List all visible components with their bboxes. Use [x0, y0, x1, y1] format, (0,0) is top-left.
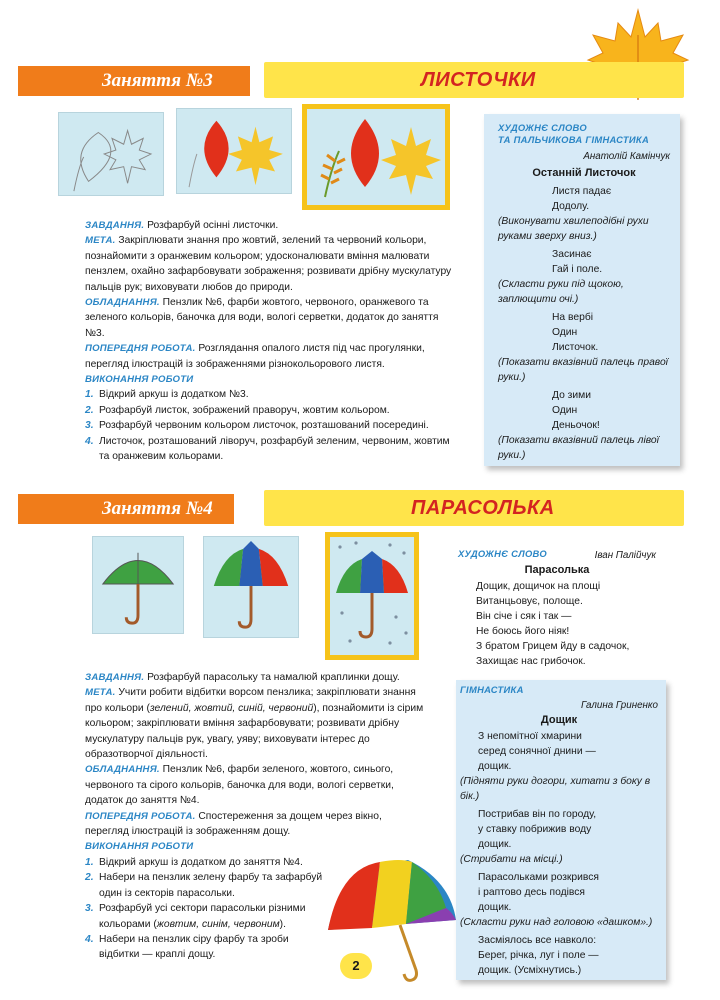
step-number: 2 . — [85, 870, 94, 885]
lesson4-prep-label: ПОПЕРЕДНЯ РОБОТА. — [85, 810, 196, 822]
lesson3-banner — [18, 66, 250, 96]
step-text: Набери на пензлик сіру фарбу та зроби відбитки — краплі дощу. — [99, 933, 289, 961]
poem-line: Пострибав він по городу, — [478, 809, 597, 820]
lesson4-poem-2-author: Галина Гриненко — [581, 700, 658, 711]
lesson3-goal-label: МЕТА. — [85, 235, 116, 247]
step-text: Листочок, розташований ліворуч, розфарбуй зеленим, червоним, жовтим та оранжевим кольорами. — [99, 435, 450, 463]
step-text: ). — [279, 918, 286, 930]
poem-line: Дощик, дощичок на площі — [476, 581, 601, 592]
lesson4-poem-1-lines — [458, 579, 656, 669]
lesson3-equipment-text: Пензлик №6, фарби жовтого, червоного, оранжевого та зеленого кольорів, баночка для води, вологі серветки, додаток до заняття №3. — [85, 297, 439, 339]
lesson3-title: ЛИСТОЧКИ — [421, 69, 536, 91]
lesson4-poem-2-box — [456, 680, 666, 980]
poem-line: і раптово десь подівся — [478, 887, 586, 898]
step-text: Розфарбуй листок, зображений праворуч, жовтим кольором. — [99, 404, 390, 416]
lesson4-goal-colors: зелений, жовтий, синій, червоний — [149, 702, 314, 714]
lesson3-task-text: Розфарбуй осінні листочки. — [147, 220, 279, 231]
step-text-italic: жовтим, синім, червоним — [156, 918, 280, 930]
list-item — [85, 387, 453, 402]
poem-line: Один — [552, 405, 578, 416]
lesson3-steps-list — [85, 387, 453, 464]
poem-line: у ставку побрижив воду — [478, 824, 592, 835]
lesson4-task-label: ЗАВДАННЯ. — [85, 672, 145, 683]
lesson3-prep-label: ПОПЕРЕДНЯ РОБОТА. — [85, 343, 196, 355]
page-number: 2 — [340, 953, 372, 979]
lesson3-goal-text: Закріплювати знання про жовтий, зелений та червоний кольори, познайомити з оранжевим кольором; удосконалювати вміння малювати пензлем, охайно зафарбовувати зображення; розвивати дрібну мускулатуру пальців рук; виховувати любов до природи. — [85, 235, 452, 293]
leaves-thumbnail-finished — [302, 104, 450, 210]
poem-line: Він січе і сяк і так — — [476, 611, 572, 622]
poem-line: Не боюсь його ніяк! — [476, 626, 570, 637]
umbrella-thumbnail-finished — [325, 532, 419, 660]
lesson4-banner — [18, 494, 234, 524]
step-text: Набери на пензлик зелену фарбу та зафарбуй один із секторів парасольки. — [99, 872, 323, 899]
list-item — [85, 870, 325, 901]
lesson3-title-bar — [264, 62, 684, 98]
step-number: 4 . — [85, 434, 94, 449]
poem-line: Парасольками розкрився — [478, 872, 599, 883]
list-item — [85, 932, 325, 963]
step-text: Відкрий аркуш із додатком №3. — [99, 389, 249, 401]
lesson4-poem-1-author: Іван Палійчук — [594, 550, 656, 561]
lesson3-poem-label-1: ХУДОЖНЄ СЛОВО — [498, 122, 587, 133]
lesson4-steps-label: ВИКОНАННЯ РОБОТИ — [85, 841, 194, 853]
poem-line: З братом Грицем йду в садочок, — [476, 641, 630, 652]
leaves-thumbnail-outline — [58, 112, 164, 196]
lesson3-banner-label: Заняття №3 — [102, 70, 213, 91]
step-number: 1 . — [85, 855, 94, 870]
poem-instruction: (Стрибати на місці.) — [460, 854, 563, 865]
lesson4-title: ПАРАСОЛЬКА — [411, 497, 555, 519]
step-text: Розфарбуй усі сектори парасольки різними кольорами ( — [99, 903, 306, 930]
poem-line: Листочок. — [552, 342, 599, 353]
poem-line: Один — [552, 327, 578, 338]
lesson4-goal-label: МЕТА. — [85, 687, 116, 699]
poem-instruction: (Підняти руки догори, хитати з боку в бік.) — [460, 776, 651, 802]
lesson3-task-label: ЗАВДАННЯ. — [85, 220, 145, 231]
list-item — [85, 434, 453, 465]
lesson3-poem-box — [484, 114, 680, 466]
step-number: 3 . — [85, 901, 94, 916]
lesson3-poem-lines — [498, 184, 670, 463]
umbrella-thumbnail-outline — [92, 536, 184, 634]
poem-instruction: (Показати вказівний палець правої руки.) — [498, 357, 668, 383]
leaves-thumbnail-partial — [176, 108, 292, 194]
poem-line: Засміялось все навколо: — [478, 935, 597, 946]
lesson4-poem-1 — [458, 548, 656, 669]
poem-line: дощик. — [478, 761, 512, 772]
lesson4-title-bar — [264, 490, 684, 526]
lesson4-poem-1-title: Парасолька — [524, 564, 590, 576]
poem-line: До зими — [552, 390, 591, 401]
poem-line: З непомітної хмарини — [478, 731, 582, 742]
list-item — [85, 901, 325, 932]
step-number: 1 . — [85, 387, 94, 402]
step-number: 4 . — [85, 932, 94, 947]
poem-line: Деньочок! — [552, 420, 600, 431]
poem-instruction: (Скласти руки над головою «дашком».) — [460, 917, 653, 928]
lesson4-poem-1-label: ХУДОЖНЄ СЛОВО — [458, 548, 547, 559]
umbrella-thumbnail-partial — [203, 536, 299, 638]
poem-line: Гай і поле. — [552, 264, 603, 275]
lesson4-task-text: Розфарбуй парасольку та намалюй краплинки дощу. — [147, 672, 400, 683]
poem-line: дощик. — [478, 839, 512, 850]
poem-line: дощик. (Усміхнутись.) — [478, 965, 582, 976]
poem-instruction: (Виконувати хвилеподібні рухи руками зверху вниз.) — [498, 216, 649, 242]
poem-line: На вербі — [552, 312, 594, 323]
lesson3-steps-label: ВИКОНАННЯ РОБОТИ — [85, 374, 194, 386]
lesson4-poem-2-title: Дощик — [540, 714, 578, 726]
step-number: 3 . — [85, 418, 94, 433]
poem-line: серед сонячної днини — — [478, 746, 596, 757]
lesson4-equipment-text: Пензлик №6, фарби зеленого, жовтого, синього, червоного та сірого кольорів, баночка для води, вологі серветки, додаток до заняття №4. — [85, 764, 394, 807]
lesson3-poem-author: Анатолій Камінчук — [583, 151, 670, 162]
poem-line: Захищає нас грибочок. — [476, 656, 586, 667]
lesson3-body — [85, 218, 453, 465]
lesson4-banner-label: Заняття №4 — [102, 498, 213, 519]
step-number: 2 . — [85, 403, 94, 418]
lesson3-poem-label-2: ТА ПАЛЬЧИКОВА ГІМНАСТИКА — [498, 134, 650, 145]
poem-line: Листя падає — [552, 186, 612, 197]
list-item — [85, 403, 453, 418]
poem-instruction: (Скласти руки під щокою, заплющити очі.) — [498, 279, 624, 305]
poem-line: Витанцьовує, полоще. — [476, 596, 583, 607]
lesson3-poem-title: Останній Листочок — [532, 167, 636, 179]
poem-line: Берег, річка, луг і поле — — [478, 950, 599, 961]
lesson4-equipment-label: ОБЛАДНАННЯ. — [85, 764, 160, 776]
lesson4-prep-text: Спостереження за дощем через вікно, перегляд ілюстрацій із зображенням дощу. — [85, 810, 382, 838]
list-item — [85, 418, 453, 433]
poem-line: Засинає — [552, 249, 592, 260]
step-text: Розфарбуй червоним кольором листочок, розташований посередині. — [99, 420, 429, 432]
poem-instruction: (Показати вказівний палець лівої руки.) — [498, 435, 659, 461]
poem-line: дощик. — [478, 902, 512, 913]
step-text: Відкрий аркуш із додатком до заняття №4. — [99, 856, 303, 868]
lesson4-goal-text-b: ), познайомити із сірим кольором; закріплювати вміння зафарбовувати; розвивати дрібну мускулатуру пальців рук, увагу, уяву; виховувати інтерес до образотворчої діяльності. — [85, 702, 424, 761]
poem-line: Додолу. — [552, 201, 590, 212]
lesson3-equipment-label: ОБЛАДНАННЯ. — [85, 297, 160, 309]
lesson4-poem-2-label: ГІМНАСТИКА — [460, 684, 524, 695]
lesson4-steps-list — [85, 855, 325, 963]
lesson4-goal-text-a: Учити робити відбитки ворсом пензлика; закріплювати знання про кольори ( — [85, 687, 416, 714]
lesson3-prep-text: Розглядання опалого листя під час прогулянки, перегляд ілюстрацій із зображеннями різнокольорового листя. — [85, 343, 425, 370]
lesson4-poem-2-lines — [460, 729, 658, 978]
